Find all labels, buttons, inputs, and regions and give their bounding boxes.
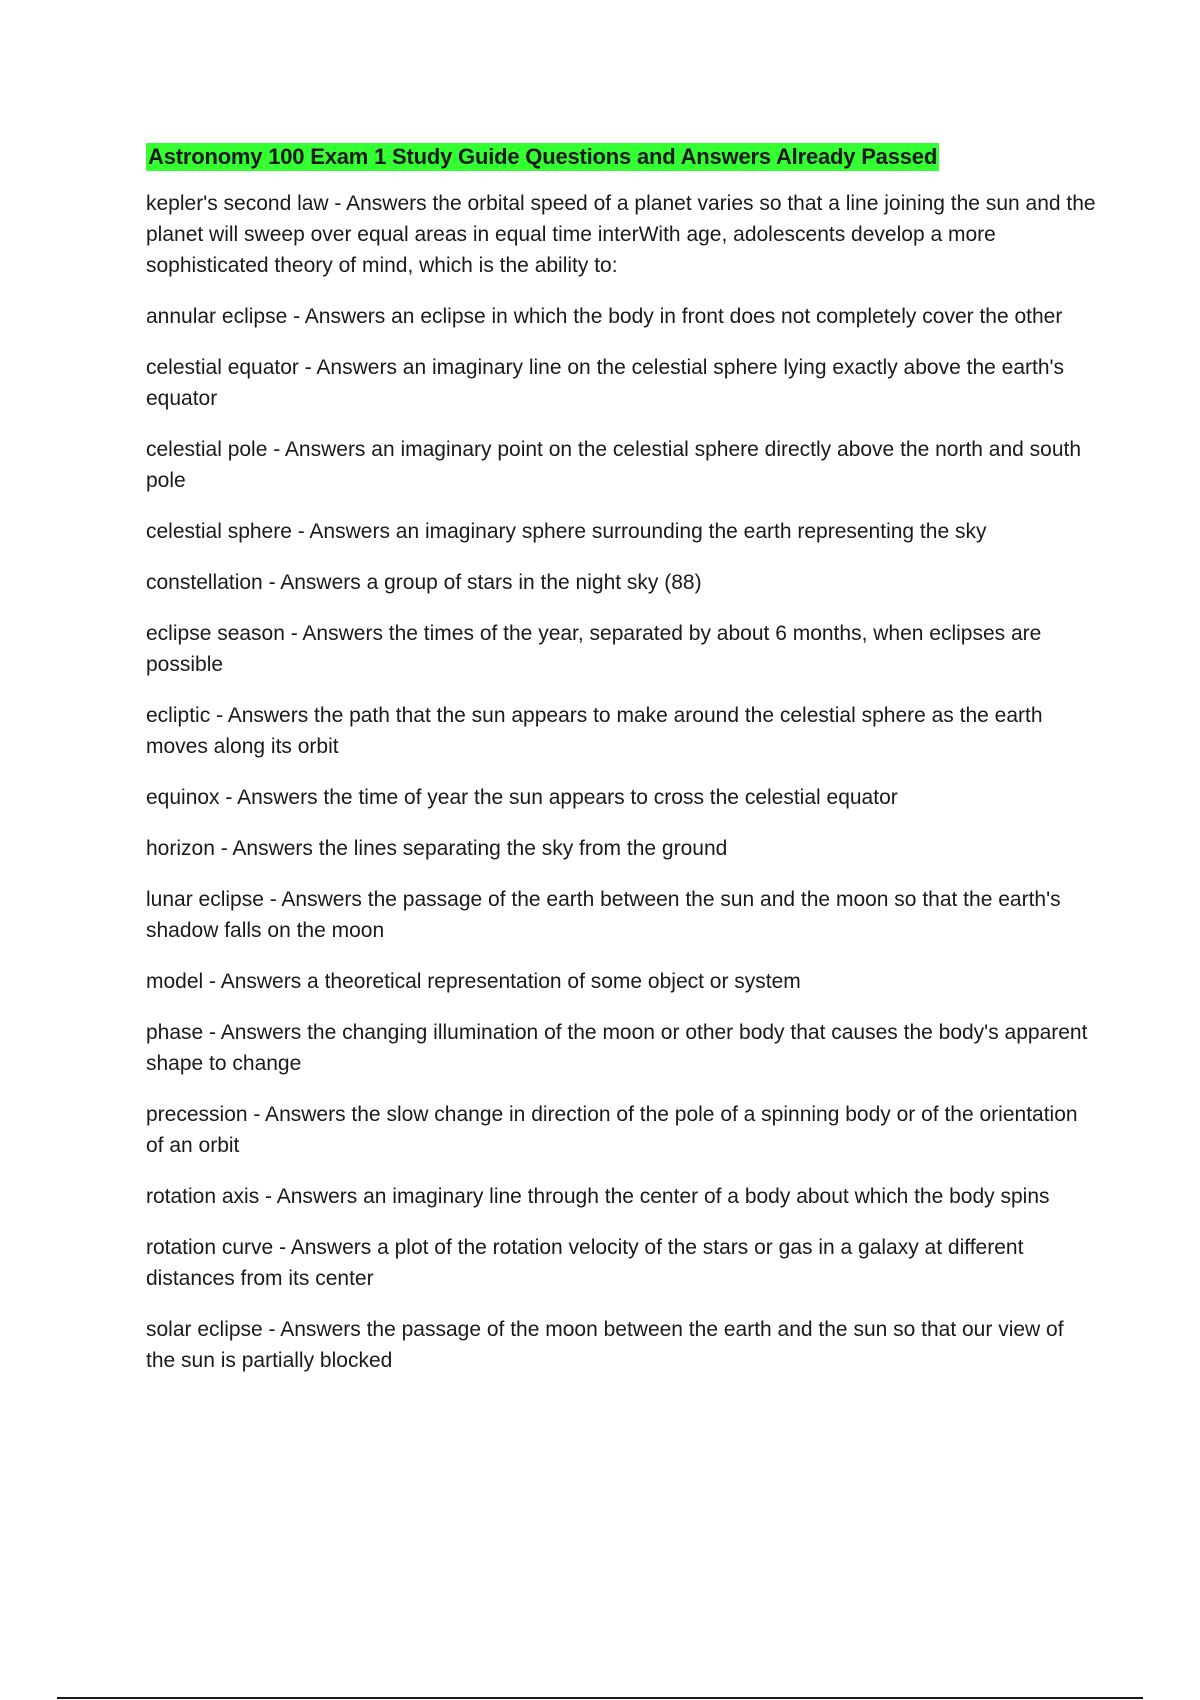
entry-kepler-second-law: kepler's second law - Answers the orbital speed of a planet varies so that a line joining the sun and the planet will sweep over equal areas in equal time interWith age, adolescents develop a more sophisticated theory of mind, which is the ability to: <box>146 192 1096 277</box>
entry-equinox: equinox - Answers the time of year the sun appears to cross the celestial equator <box>146 786 898 809</box>
entry-rotation-axis: rotation axis - Answers an imaginary line through the center of a body about which the body spins <box>146 1185 1050 1208</box>
entry-rotation-curve: rotation curve - Answers a plot of the rotation velocity of the stars or gas in a galaxy at different distances from its center <box>146 1236 1024 1290</box>
entry-horizon: horizon - Answers the lines separating the sky from the ground <box>146 837 728 860</box>
entry-precession: precession - Answers the slow change in direction of the pole of a spinning body or of the orientation of an orbit <box>146 1103 1078 1157</box>
entry-solar-eclipse: solar eclipse - Answers the passage of the moon between the earth and the sun so that our view of the sun is partially blocked <box>146 1318 1064 1372</box>
entry-ecliptic: ecliptic - Answers the path that the sun appears to make around the celestial sphere as the earth moves along its orbit <box>146 704 1043 758</box>
entry-annular-eclipse: annular eclipse - Answers an eclipse in which the body in front does not completely cover the other <box>146 305 1063 328</box>
entry-lunar-eclipse: lunar eclipse - Answers the passage of the earth between the sun and the moon so that the earth's shadow falls on the moon <box>146 888 1061 942</box>
entry-list <box>146 188 1096 1376</box>
page-bottom-rule <box>57 1697 1143 1699</box>
entry-phase: phase - Answers the changing illumination of the moon or other body that causes the body's apparent shape to change <box>146 1021 1088 1075</box>
entry-model: model - Answers a theoretical representation of some object or system <box>146 970 801 993</box>
entry-celestial-pole: celestial pole - Answers an imaginary point on the celestial sphere directly above the north and south pole <box>146 438 1082 492</box>
entry-celestial-equator: celestial equator - Answers an imaginary line on the celestial sphere lying exactly above the earth's equator <box>146 356 1065 410</box>
entry-celestial-sphere: celestial sphere - Answers an imaginary sphere surrounding the earth representing the sky <box>146 520 987 543</box>
document-content <box>146 143 1096 1396</box>
document-title: Astronomy 100 Exam 1 Study Guide Questions and Answers Already Passed <box>148 144 938 169</box>
entry-constellation: constellation - Answers a group of stars in the night sky (88) <box>146 571 702 594</box>
entry-eclipse-season: eclipse season - Answers the times of the year, separated by about 6 months, when eclipses are possible <box>146 622 1042 676</box>
